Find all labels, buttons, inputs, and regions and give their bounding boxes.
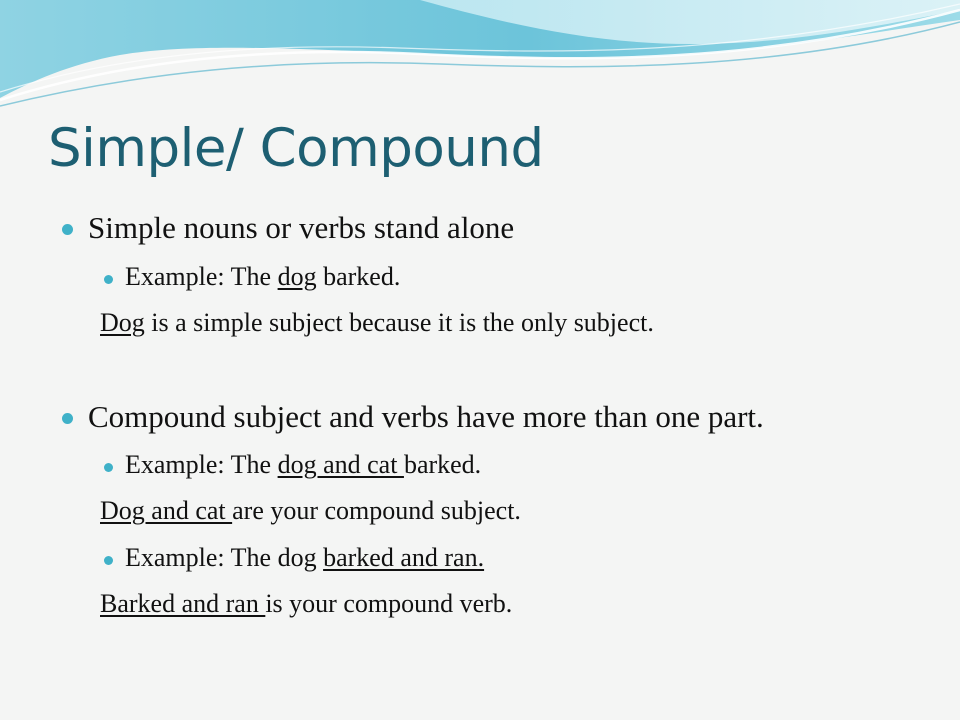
text-segment: Example: The	[125, 450, 278, 479]
underlined-text: dog and cat	[277, 450, 404, 479]
bullet-icon	[62, 413, 73, 424]
list-item	[100, 589, 512, 619]
text-segment: is your compound verb.	[265, 589, 513, 618]
bullet-icon	[104, 556, 113, 565]
bullet-icon	[62, 224, 73, 235]
underlined-text: Dog	[100, 308, 145, 337]
list-item: Compound subject and verbs have more than one part.	[88, 399, 764, 434]
bullet-icon	[104, 463, 113, 472]
text-segment: is a simple subject because it is the only subject.	[144, 308, 654, 337]
underlined-text: Dog and cat	[100, 496, 233, 525]
list-item	[125, 543, 484, 573]
text-segment: are your compound subject.	[232, 496, 521, 525]
list-item	[100, 308, 654, 338]
text-segment: Example: The dog	[125, 543, 324, 572]
text-segment: Example: The	[125, 262, 278, 291]
list-item: Simple nouns or verbs stand alone	[88, 210, 515, 245]
underlined-text: dog	[277, 262, 317, 291]
text-segment: barked.	[403, 450, 482, 479]
list-item	[125, 450, 481, 480]
decorative-wave-banner	[0, 0, 960, 110]
list-item	[100, 496, 521, 526]
underlined-text: barked and ran.	[323, 543, 485, 572]
slide-title: Simple/ Compound	[48, 118, 544, 179]
bullet-icon	[104, 275, 113, 284]
underlined-text: Barked and ran	[100, 589, 266, 618]
list-item	[125, 262, 400, 292]
text-segment: barked.	[316, 262, 401, 291]
